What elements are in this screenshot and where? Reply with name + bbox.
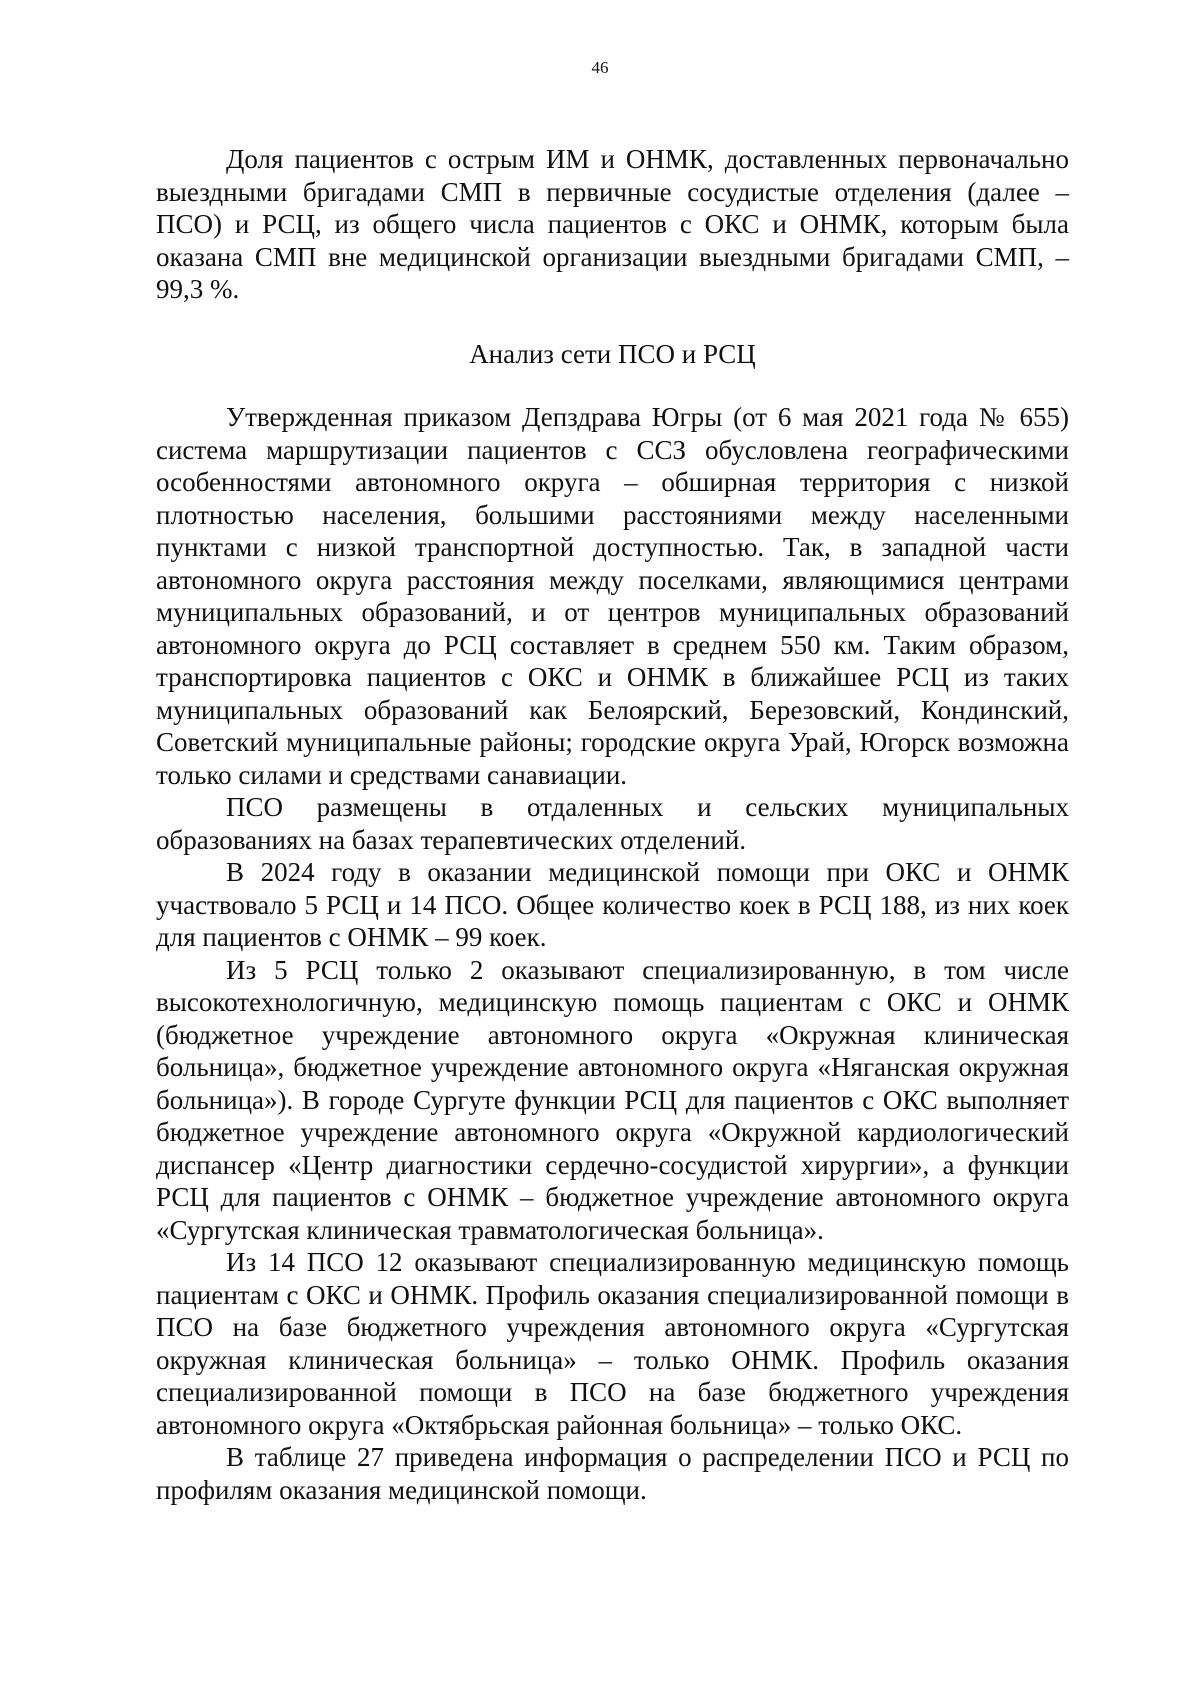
intro-paragraph: Доля пациентов с острым ИМ и ОНМК, доставленных первоначально выездными бригадами СМП в первичные сосудистые отделения (далее – ПСО) и РСЦ, из общего числа пациентов с ОКС и ОНМК, которым была оказана СМП вне медицинской организации выездными бригадами СМП, – 99,3 %. — [156, 144, 1069, 304]
paragraph-pso-placement: ПСО размещены в отдаленных и сельских муниципальных образованиях на базах терапевтических отделений. — [156, 792, 1069, 855]
paragraph-routing-system: Утвержденная приказом Депздрава Югры (от 6 мая 2021 года № 655) система маршрутизации пациентов с ССЗ обусловлена географическими особенностями автономного округа – обширная территория с низкой плотностью населения, большими расстояниями между населенными пунктами с низкой транспортной доступностью. Так, в западной части автономного округа расстояния между поселками, являющимися центрами муниципальных образований, и от центров муниципальных образований автономного округа до РСЦ составляет в среднем 550 км. Таким образом, транспортировка пациентов с ОКС и ОНМК в ближайшее РСЦ из таких муниципальных образований как Белоярский, Березовский, Кондинский, Советский муниципальные районы; городские округа Урай, Югорск возможна только силами и средствами санавиации. — [156, 402, 1069, 790]
page-number: 46 — [591, 58, 609, 77]
section-heading: Анализ сети ПСО и РСЦ — [469, 338, 756, 369]
document-body — [156, 143, 1069, 1506]
paragraph-pso-specialized: Из 14 ПСО 12 оказывают специализированную медицинскую помощь пациентам с ОКС и ОНМК. Профиль оказания специализированной помощи в ПСО на базе бюджетного учреждения автономного округа «Сургутская окружная клиническая больница» – только ОНМК. Профиль оказания специализированной помощи в ПСО на базе бюджетного учреждения автономного округа «Октябрьская районная больница» – только ОКС. — [156, 1247, 1069, 1440]
paragraph-2024-stats: В 2024 году в оказании медицинской помощи при ОКС и ОНМК участвовало 5 РСЦ и 14 ПСО. Общее количество коек в РСЦ 188, из них коек для пациентов с ОНМК – 99 коек. — [156, 857, 1069, 952]
paragraph-table-reference: В таблице 27 приведена информация о распределении ПСО и РСЦ по профилям оказания медицинской помощи. — [156, 1442, 1069, 1505]
paragraph-rsc-specialized: Из 5 РСЦ только 2 оказывают специализированную, в том числе высокотехнологичную, медицинскую помощь пациентам с ОКС и ОНМК (бюджетное учреждение автономного округа «Окружная клиническая больница», бюджетное учреждение автономного округа «Няганская окружная больница»). В городе Сургуте функции РСЦ для пациентов с ОКС выполняет бюджетное учреждение автономного округа «Окружной кардиологический диспансер «Центр диагностики сердечно-сосудистой хирургии», а функции РСЦ для пациентов с ОНМК – бюджетное учреждение автономного округа «Сургутская клиническая травматологическая больница». — [156, 954, 1069, 1245]
